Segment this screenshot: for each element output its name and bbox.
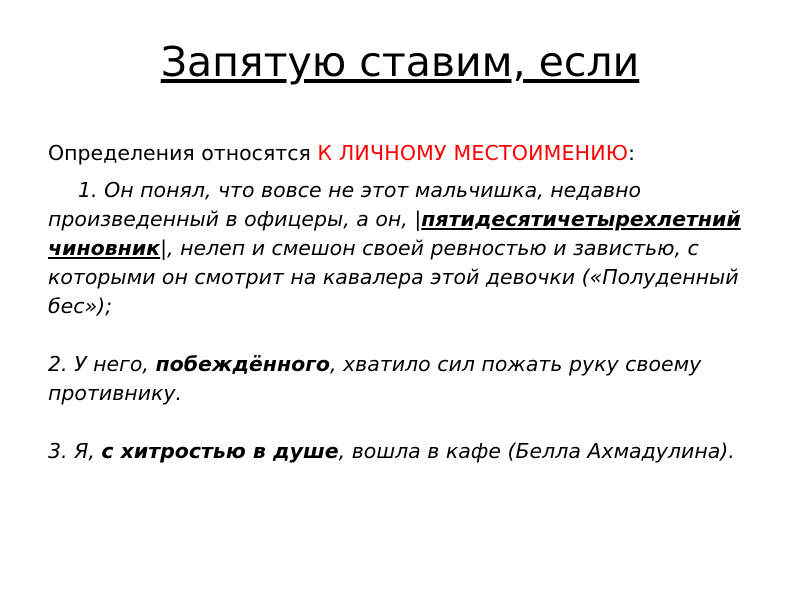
rule-statement-accent: К ЛИЧНОМУ МЕСТОИМЕНИЮ: [317, 141, 629, 165]
rule-statement-after: :: [628, 141, 636, 165]
example-2-part-1: побеждённого: [155, 352, 330, 376]
example-3-number: 3.: [48, 439, 68, 463]
spacer-2: [48, 408, 754, 437]
example-3-part-2: , вошла в кафе (Белла Ахмадулина).: [338, 439, 735, 463]
spacer-1: [48, 321, 754, 350]
example-3-part-0: Я,: [67, 439, 102, 463]
slide-body: [48, 138, 754, 466]
page-title: Запятую ставим, если: [160, 38, 640, 86]
example-3: [48, 437, 754, 466]
example-1-part-0: Он понял, что вовсе не этот мальчишка, недавно произведенный в офицеры, а он,: [48, 178, 642, 231]
rule-statement: [48, 138, 754, 168]
example-2-part-2: , хватило сил пожать руку своему противнику.: [48, 352, 702, 405]
example-1-number: 1.: [78, 178, 98, 202]
example-1-part-1: |: [414, 207, 422, 231]
example-1: [48, 176, 754, 321]
rule-statement-before: Определения относятся: [48, 141, 318, 165]
example-1-part-3: |: [160, 236, 168, 260]
example-1-part-2: пятидесятичетырехлетний чиновник: [48, 207, 741, 260]
example-2-part-0: У него,: [67, 352, 156, 376]
example-2: [48, 350, 754, 408]
example-1-part-4: , нелеп и смешон своей ревностью и завистью, с которыми он смотрит на кавалера этой девочки («Полуденный бес»);: [48, 236, 739, 318]
example-3-part-1: с хитростью в душе: [101, 439, 339, 463]
example-2-number: 2.: [48, 352, 68, 376]
